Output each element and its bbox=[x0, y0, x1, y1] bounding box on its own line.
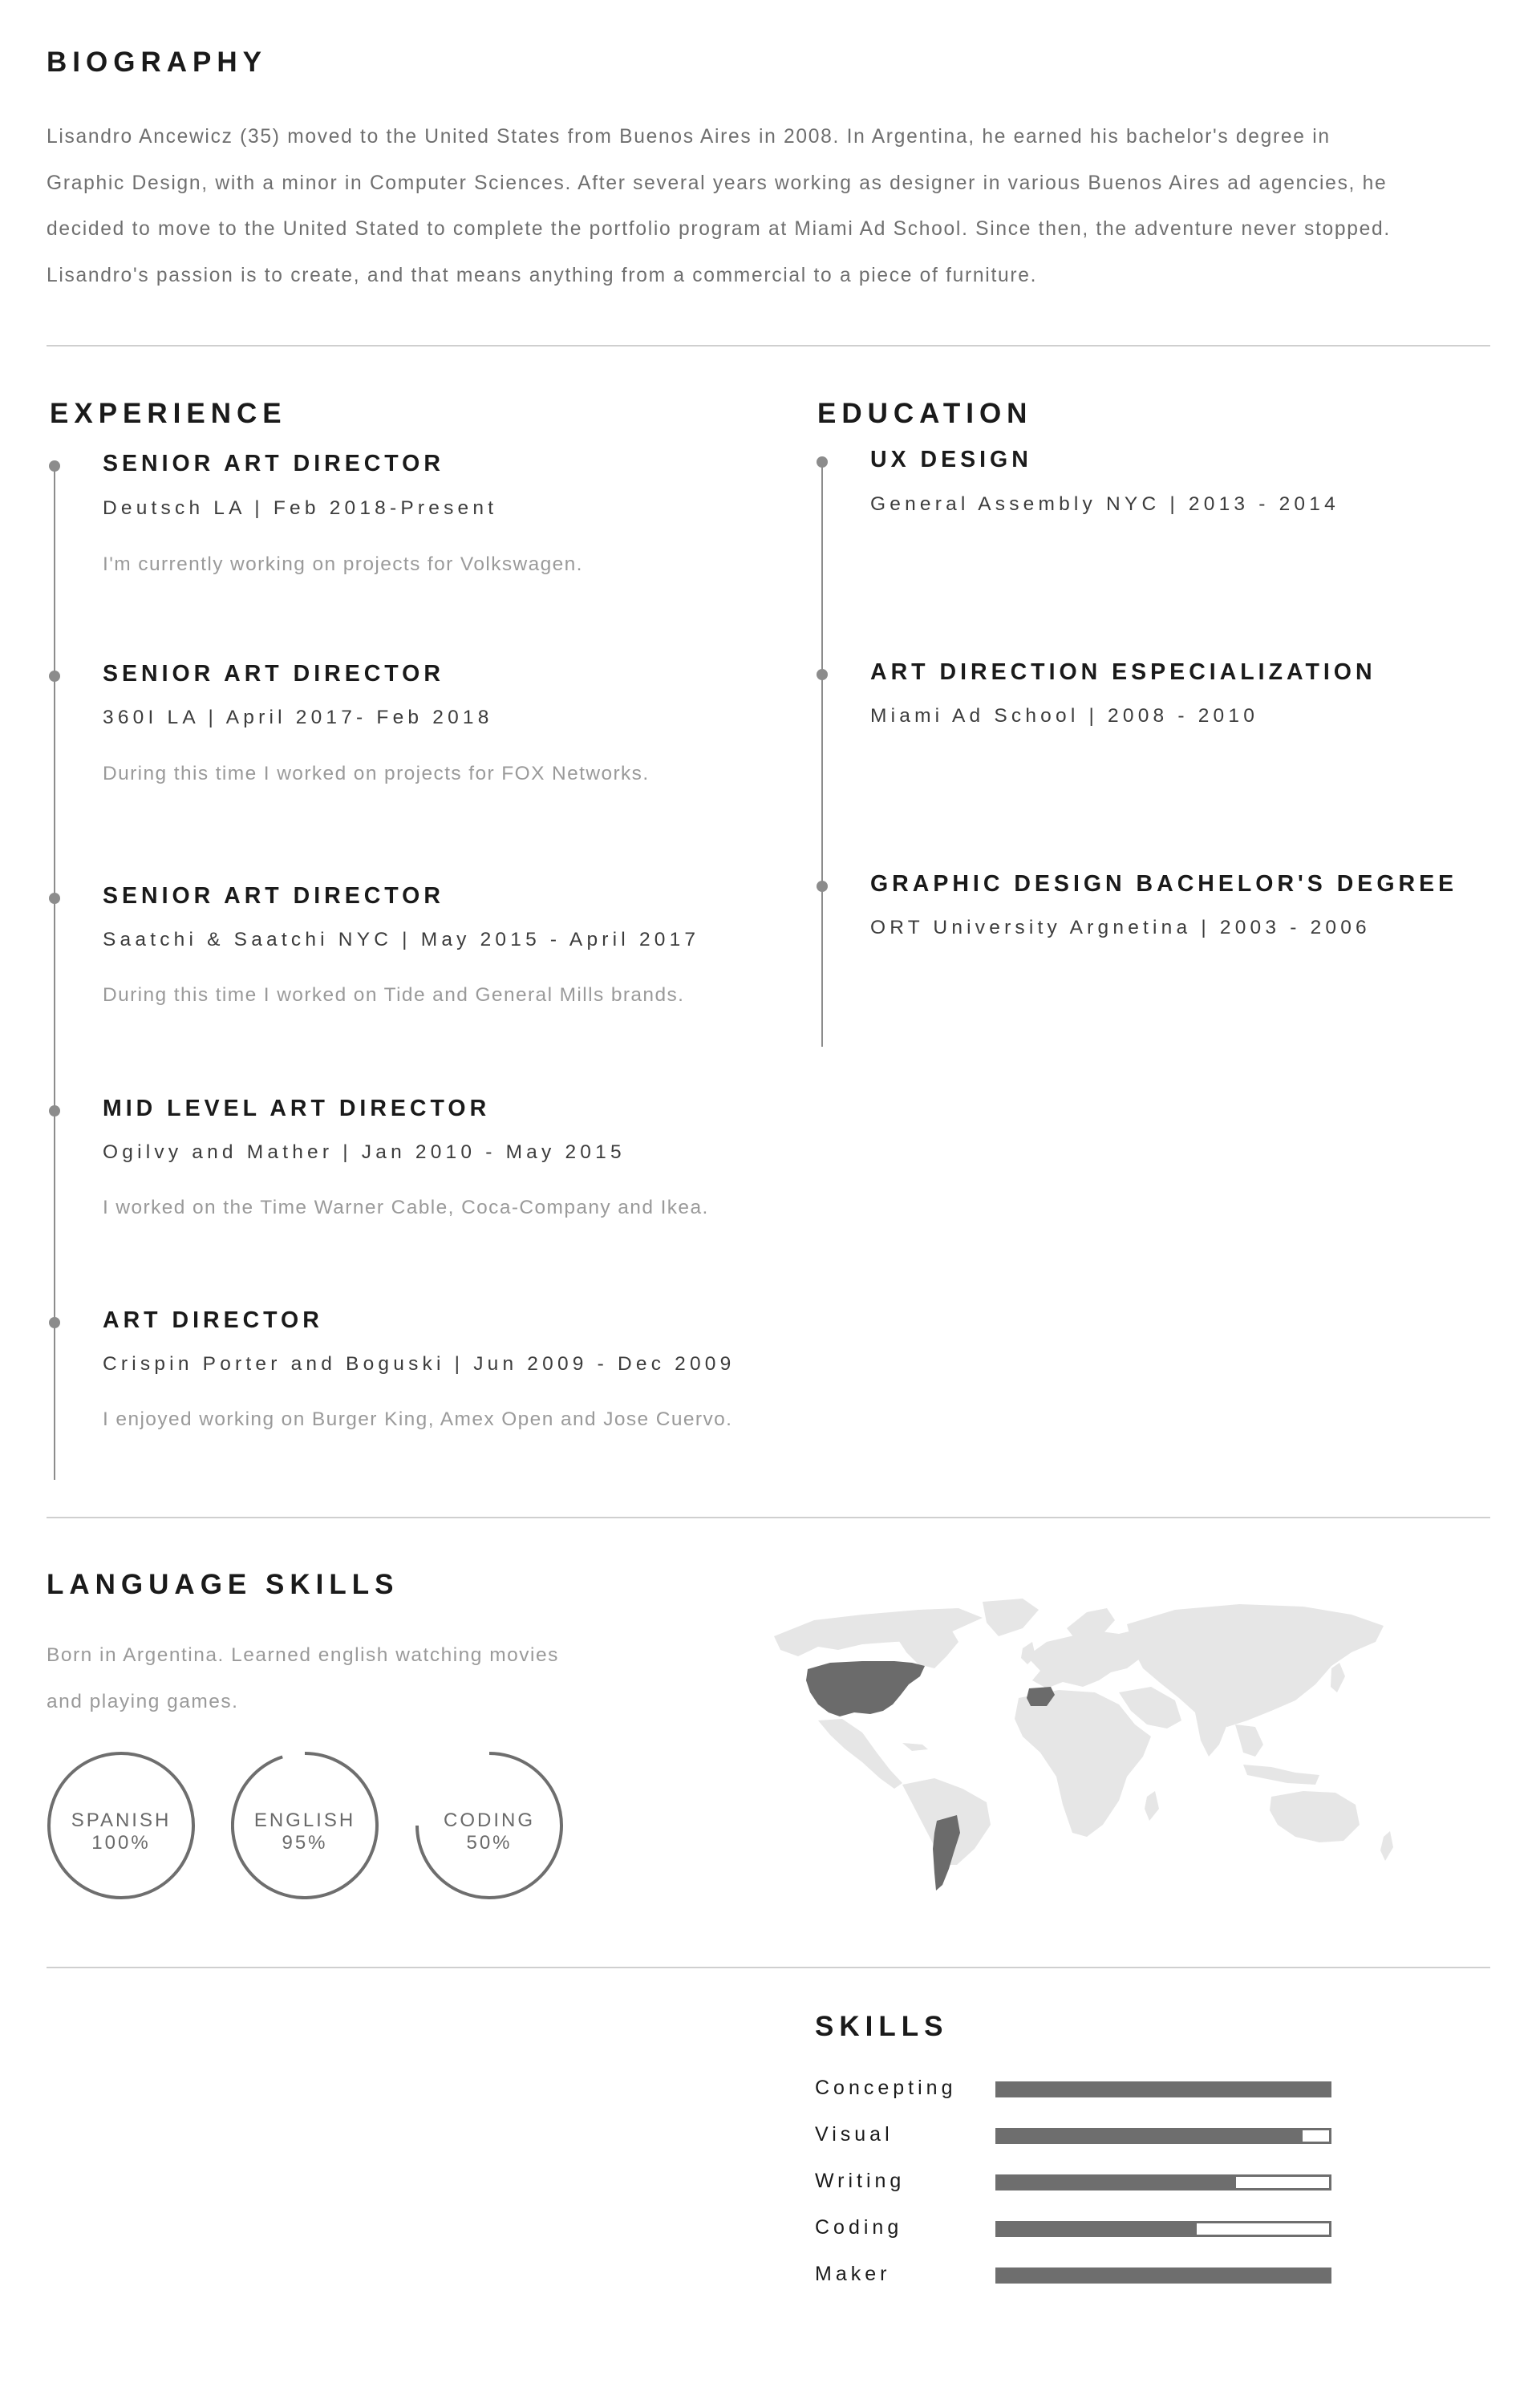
timeline-dot bbox=[817, 456, 828, 468]
education-school: ORT University Argnetina | 2003 - 2006 bbox=[870, 917, 1371, 938]
language-circle bbox=[231, 1752, 379, 1899]
education-timeline bbox=[821, 463, 823, 1047]
timeline-dot bbox=[49, 893, 60, 904]
language-circle bbox=[47, 1752, 195, 1899]
skill-label: Maker bbox=[815, 2263, 891, 2285]
skill-label: Writing bbox=[815, 2170, 906, 2192]
skill-bar-fill bbox=[998, 2270, 1329, 2281]
skill-bar-fill bbox=[998, 2177, 1236, 2188]
experience-company: Deutsch LA | Feb 2018-Present bbox=[103, 497, 498, 519]
timeline-dot bbox=[817, 669, 828, 680]
skills-heading: SKILLS bbox=[815, 2011, 949, 2042]
experience-description: During this time I worked on Tide and General Mills brands. bbox=[103, 984, 685, 1006]
experience-description: During this time I worked on projects for FOX Networks. bbox=[103, 763, 650, 784]
experience-company: 360I LA | April 2017- Feb 2018 bbox=[103, 707, 493, 728]
skill-bar bbox=[995, 2174, 1331, 2190]
experience-title: SENIOR ART DIRECTOR bbox=[103, 661, 444, 687]
experience-company: Saatchi & Saatchi NYC | May 2015 - April 2017 bbox=[103, 929, 700, 950]
education-title: UX DESIGN bbox=[870, 447, 1032, 472]
section-divider bbox=[47, 1967, 1490, 1968]
skill-bar-fill bbox=[998, 2130, 1303, 2142]
education-title: ART DIRECTION ESPECIALIZATION bbox=[870, 659, 1376, 685]
language-level: 50% bbox=[466, 1832, 513, 1854]
skill-label: Visual bbox=[815, 2123, 894, 2146]
language-name: CODING bbox=[444, 1810, 535, 1831]
skill-label: Coding bbox=[815, 2216, 903, 2239]
language-level: 95% bbox=[282, 1832, 328, 1854]
language-circle bbox=[415, 1752, 563, 1899]
experience-description: I enjoyed working on Burger King, Amex Open and Jose Cuervo. bbox=[103, 1408, 733, 1430]
timeline-dot bbox=[49, 460, 60, 472]
section-divider bbox=[47, 1517, 1490, 1518]
experience-title: MID LEVEL ART DIRECTOR bbox=[103, 1096, 491, 1121]
skill-bar bbox=[995, 2128, 1331, 2144]
experience-title: SENIOR ART DIRECTOR bbox=[103, 883, 444, 909]
education-heading: EDUCATION bbox=[817, 398, 1033, 429]
skill-bar-fill bbox=[998, 2223, 1197, 2235]
biography-text: Lisandro Ancewicz (35) moved to the United States from Buenos Aires in 2008. In Argentina, he earned his bachelor's degree in Graphic Design, with a minor in Computer Sciences. After several years working as designer in various Buenos Aires ad agencies, he decided to move to the United Stated to complete the portfolio program at Miami Ad School. Since then, the adventure never stopped. Lisandro's passion is to create, and that means anything from a commercial to a piece of furniture. bbox=[47, 126, 1391, 286]
experience-company: Ogilvy and Mather | Jan 2010 - May 2015 bbox=[103, 1141, 626, 1163]
skill-label: Concepting bbox=[815, 2077, 957, 2099]
experience-company: Crispin Porter and Boguski | Jun 2009 - Dec 2009 bbox=[103, 1353, 736, 1375]
experience-heading: EXPERIENCE bbox=[50, 398, 287, 429]
biography-heading: BIOGRAPHY bbox=[47, 47, 267, 78]
section-divider bbox=[47, 345, 1490, 347]
language-level: 100% bbox=[91, 1832, 151, 1854]
language-name: ENGLISH bbox=[253, 1810, 356, 1831]
language-skills-text: Born in Argentina. Learned english watching movies and playing games. bbox=[47, 1644, 559, 1712]
language-skills-heading: LANGUAGE SKILLS bbox=[47, 1569, 399, 1600]
experience-title: SENIOR ART DIRECTOR bbox=[103, 451, 444, 476]
education-school: General Assembly NYC | 2013 - 2014 bbox=[870, 493, 1339, 515]
experience-title: ART DIRECTOR bbox=[103, 1307, 323, 1333]
map-highlighted-countries bbox=[806, 1661, 1055, 1891]
timeline-dot bbox=[49, 671, 60, 682]
timeline-dot bbox=[49, 1105, 60, 1117]
world-map bbox=[742, 1592, 1400, 1913]
timeline-dot bbox=[49, 1317, 60, 1328]
education-school: Miami Ad School | 2008 - 2010 bbox=[870, 705, 1259, 727]
timeline-dot bbox=[817, 881, 828, 892]
skill-bar bbox=[995, 2221, 1331, 2237]
skill-bar-fill bbox=[998, 2084, 1329, 2095]
skill-bar bbox=[995, 2081, 1331, 2097]
experience-description: I'm currently working on projects for Volkswagen. bbox=[103, 553, 583, 575]
skill-bar bbox=[995, 2267, 1331, 2284]
language-name: SPANISH bbox=[71, 1810, 172, 1831]
education-title: GRAPHIC DESIGN BACHELOR'S DEGREE bbox=[870, 871, 1458, 897]
experience-description: I worked on the Time Warner Cable, Coca-Company and Ikea. bbox=[103, 1197, 709, 1218]
map-land bbox=[774, 1599, 1393, 1865]
